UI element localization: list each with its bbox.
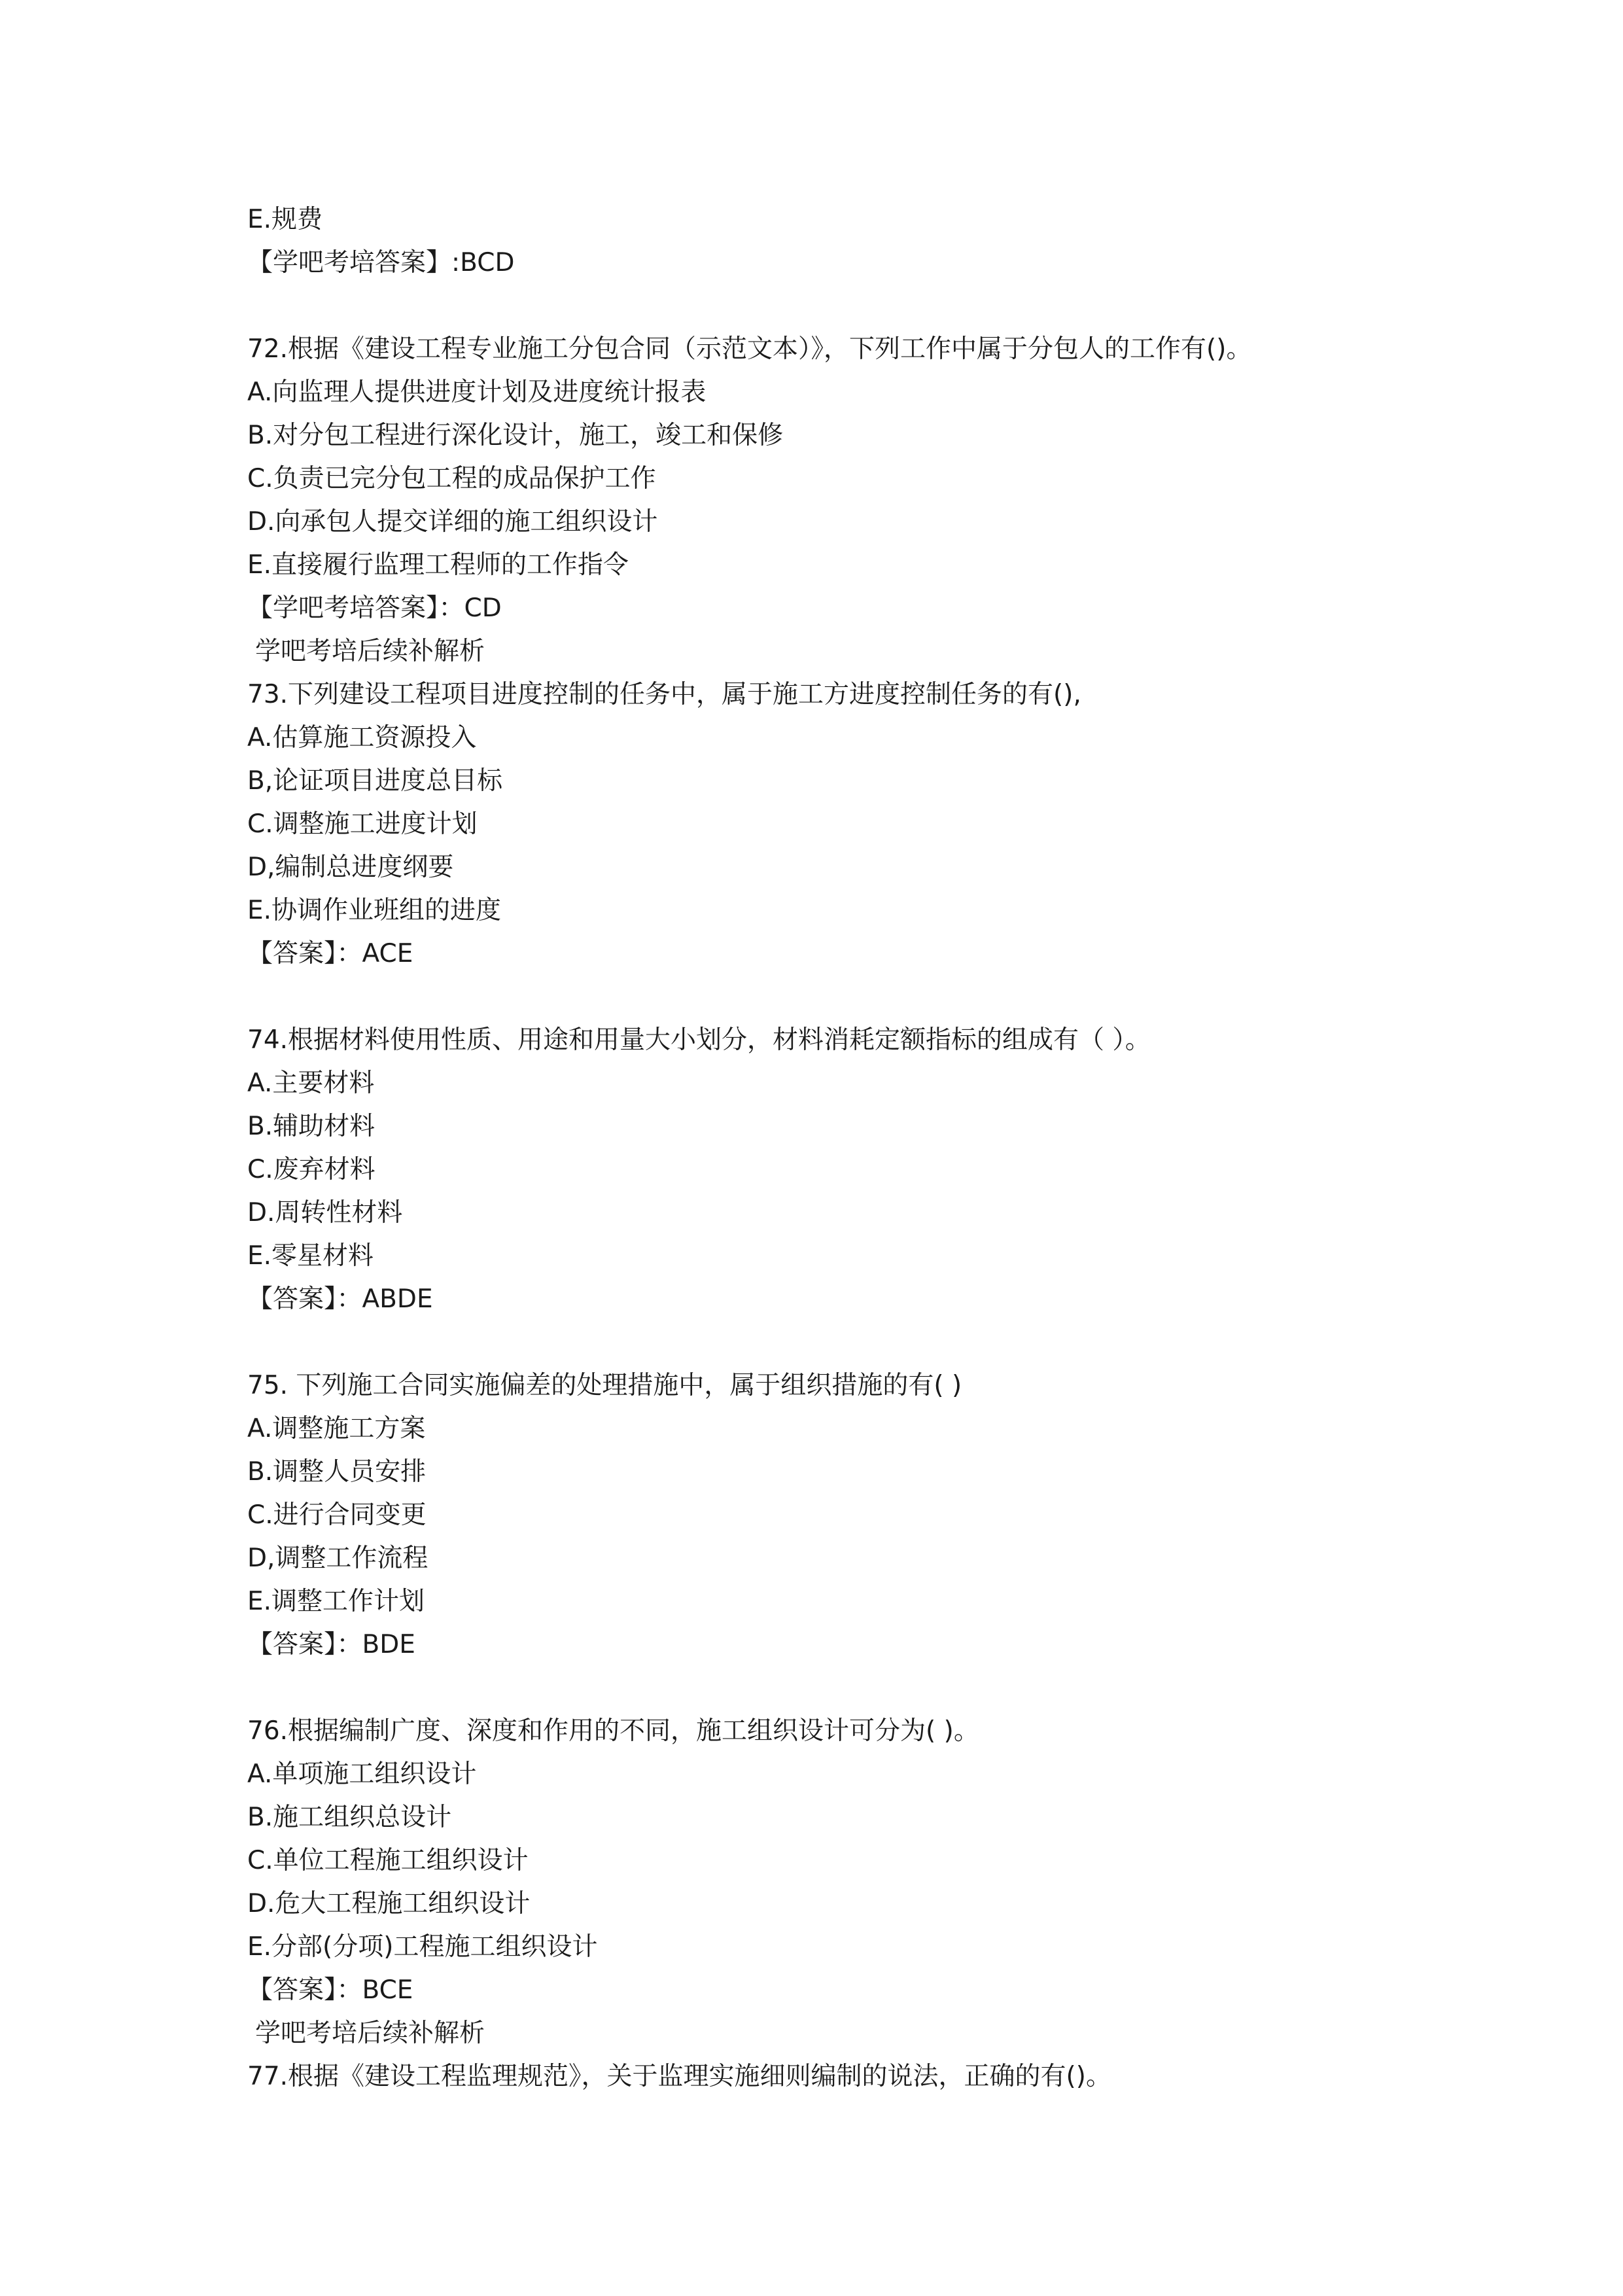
answer-option: A.主要材料 bbox=[247, 1069, 375, 1098]
answer-option: A.单项施工组织设计 bbox=[247, 1759, 477, 1789]
answer-option: B,论证项目进度总目标 bbox=[247, 766, 503, 796]
answer-option: C.废弃材料 bbox=[247, 1155, 375, 1184]
answer-option: A.调整施工方案 bbox=[247, 1414, 426, 1443]
answer-key: 【学吧考培答案】：CD bbox=[247, 593, 502, 623]
answer-option: D.危大工程施工组织设计 bbox=[247, 1889, 531, 1918]
answer-option: C.进行合同变更 bbox=[247, 1500, 427, 1530]
answer-option: C.负责已完分包工程的成品保护工作 bbox=[247, 464, 656, 493]
answer-option: E.零星材料 bbox=[247, 1241, 374, 1271]
answer-option: D,调整工作流程 bbox=[247, 1544, 428, 1573]
answer-option: A.向监理人提供进度计划及进度统计报表 bbox=[247, 378, 707, 407]
blank-line bbox=[247, 285, 1490, 328]
question-stem: 73.下列建设工程项目进度控制的任务中，属于施工方进度控制任务的有(), bbox=[247, 680, 1081, 709]
answer-key: 【答案】：ACE bbox=[247, 939, 413, 968]
answer-option: C.单位工程施工组织设计 bbox=[247, 1846, 529, 1875]
answer-option: B.辅助材料 bbox=[247, 1112, 375, 1141]
answer-option: B.对分包工程进行深化设计，施工，竣工和保修 bbox=[247, 421, 784, 450]
answer-key: 【学吧考培答案】:BCD bbox=[247, 248, 515, 277]
answer-option: D.向承包人提交详细的施工组织设计 bbox=[247, 507, 658, 537]
answer-key: 【答案】：ABDE bbox=[247, 1284, 433, 1314]
answer-option: D.周转性材料 bbox=[247, 1198, 403, 1227]
answer-key: 【答案】：BCE bbox=[247, 1975, 413, 2005]
answer-option: B.施工组织总设计 bbox=[247, 1803, 452, 1832]
analysis-note: 学吧考培后续补解析 bbox=[255, 2019, 485, 2048]
blank-line bbox=[247, 976, 1490, 1019]
blank-line bbox=[247, 1321, 1490, 1364]
blank-line bbox=[247, 1667, 1490, 1710]
answer-option: E.调整工作计划 bbox=[247, 1587, 425, 1616]
question-stem: 76.根据编制广度、深度和作用的不同，施工组织设计可分为( )。 bbox=[247, 1716, 979, 1746]
answer-option: A.估算施工资源投入 bbox=[247, 723, 477, 752]
question-stem: 74.根据材料使用性质、用途和用量大小划分，材料消耗定额指标的组成有（ ）。 bbox=[247, 1025, 1151, 1055]
answer-option: D,编制总进度纲要 bbox=[247, 853, 454, 882]
answer-option: E.直接履行监理工程师的工作指令 bbox=[247, 550, 629, 580]
document-page bbox=[247, 198, 1490, 2098]
answer-option: E.分部(分项)工程施工组织设计 bbox=[247, 1932, 598, 1962]
answer-option: B.调整人员安排 bbox=[247, 1457, 427, 1487]
answer-option: C.调整施工进度计划 bbox=[247, 809, 478, 839]
answer-option: E.规费 bbox=[247, 205, 323, 234]
answer-key: 【答案】：BDE bbox=[247, 1630, 415, 1659]
analysis-note: 学吧考培后续补解析 bbox=[255, 637, 485, 666]
answer-option: E.协调作业班组的进度 bbox=[247, 896, 502, 925]
question-stem: 77.根据《建设工程监理规范》，关于监理实施细则编制的说法，正确的有()。 bbox=[247, 2062, 1111, 2091]
question-stem: 75. 下列施工合同实施偏差的处理措施中，属于组织措施的有( ) bbox=[247, 1371, 962, 1400]
question-stem: 72.根据《建设工程专业施工分包合同（示范文本）》，下列工作中属于分包人的工作有()。 bbox=[247, 334, 1252, 364]
